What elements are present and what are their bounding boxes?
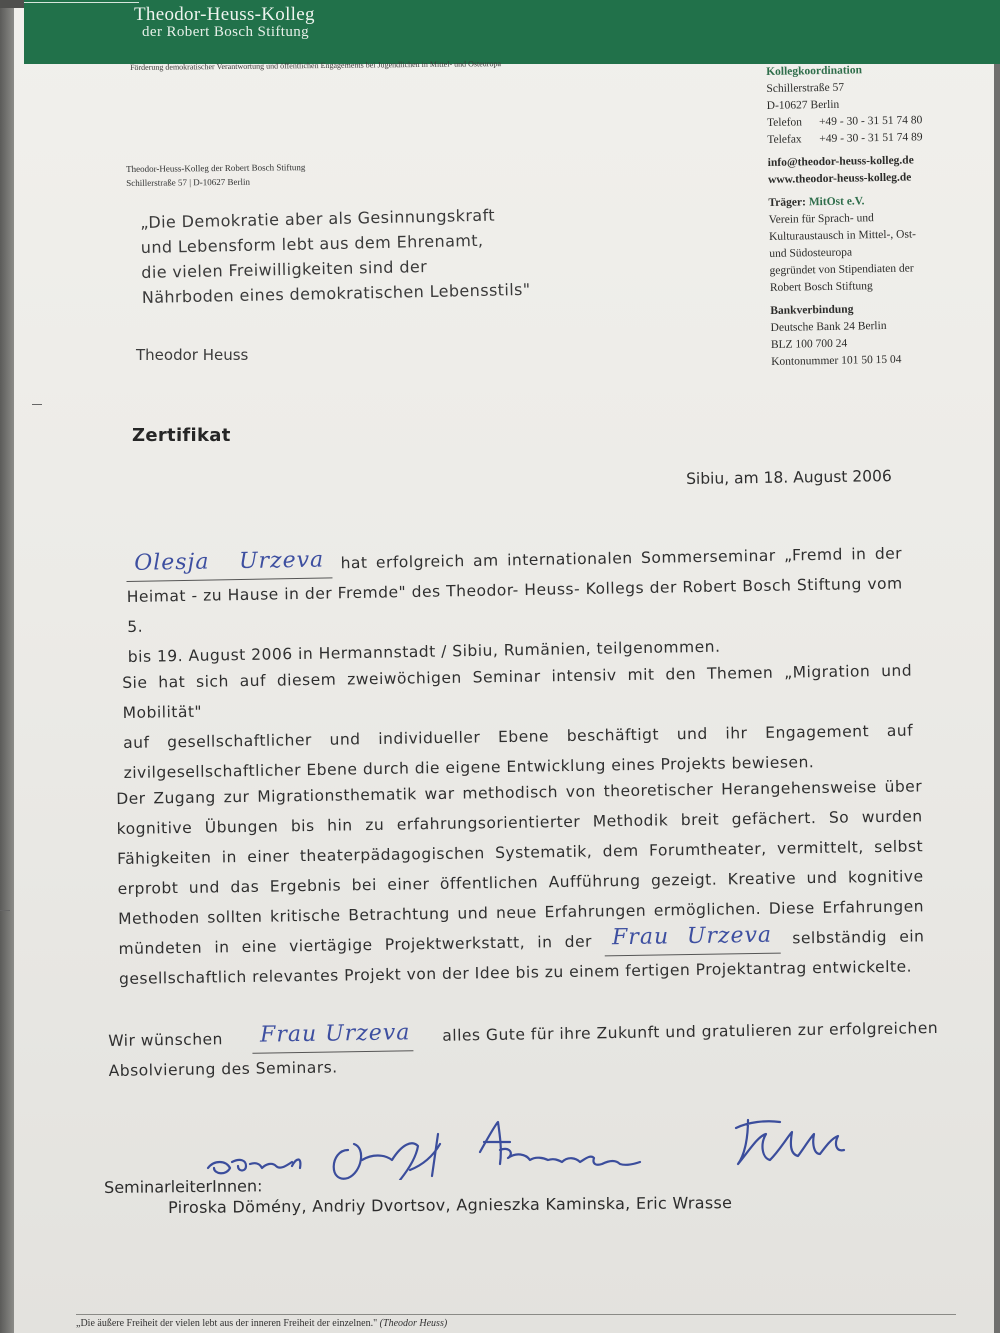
word: der xyxy=(564,932,593,951)
quote-author: Theodor Heuss xyxy=(136,346,249,364)
word: internationalen xyxy=(506,549,633,570)
paragraph-line: gesellschaftlich relevantes Projekt von der Idee bis zu einem fertigen Projektantrag entwickelte. xyxy=(118,957,913,988)
word: mündeten xyxy=(118,938,203,958)
traeger-label: Träger: xyxy=(768,196,806,209)
phone-value: +49 - 30 - 31 51 74 80 xyxy=(818,114,923,129)
sidebar-bank-heading: Bankverbindung xyxy=(770,303,854,317)
footer-rule xyxy=(76,1314,956,1315)
paragraph-line: Sie hat sich auf diesem zweiwöchigen Seminar intensiv mit den Themen „Migration und Mobilität" xyxy=(122,661,913,722)
paragraph-line: erprobt und das Ergebnis bei einer öffentlichen Aufführung gezeigt. Kreative und kognitive xyxy=(117,867,924,898)
paragraph-line: Absolvierung des Seminars. xyxy=(108,1058,338,1080)
sidebar-verein: Kulturaustausch in Mittel-, Ost- xyxy=(768,228,917,243)
signatures xyxy=(200,1090,880,1180)
sidebar-verein: Verein für Sprach- und xyxy=(768,212,874,226)
sidebar-verein: und Südosteuropa xyxy=(769,246,853,260)
paragraph-line: Fähigkeiten in einer theaterpädagogischen Systematik, dem Forumtheater, vermittelt, selbst xyxy=(117,837,924,868)
sidebar-konto: Kontonummer 101 50 15 04 xyxy=(771,353,902,368)
paragraph-line: zivilgesellschaftlicher Ebene durch die eigene Entwicklung eines Projekts bewiesen. xyxy=(123,753,815,782)
sender-line: Schillerstraße 57 | D-10627 Berlin xyxy=(126,176,251,188)
brand-name: Theodor-Heuss-Kolleg xyxy=(134,4,315,25)
handwritten-name-formal: Frau Urzeva xyxy=(252,1021,413,1054)
text-segment: Wir wünschen xyxy=(108,1030,224,1050)
word: Projektwerkstatt, xyxy=(384,933,526,954)
heuss-quote xyxy=(140,202,531,310)
paragraph-topics xyxy=(122,656,914,788)
word: in xyxy=(851,545,867,564)
signers-label: SeminarleiterInnen: xyxy=(104,1176,263,1197)
word: „Fremd xyxy=(783,545,844,565)
footer-quote xyxy=(76,1318,447,1329)
paragraph-participation xyxy=(126,538,904,672)
word: Sommerseminar xyxy=(640,546,776,568)
punch-mark xyxy=(0,910,10,911)
banner-rule xyxy=(24,2,139,3)
traeger-value: MitOst e.V. xyxy=(808,195,865,209)
quote-line: die vielen Freiwilligkeiten sind der xyxy=(141,257,428,282)
word: in xyxy=(214,938,230,957)
fax-label: Telefax xyxy=(767,133,802,146)
paragraph-methods xyxy=(116,771,925,994)
sidebar-city: D-10627 Berlin xyxy=(766,98,840,112)
background-edge xyxy=(0,0,14,1333)
word: am xyxy=(472,551,499,570)
paragraph-line: Methoden sollten kritische Betrachtung und neue Erfahrungen ermöglichen. Diese Erfahrungen xyxy=(117,897,925,928)
word: der xyxy=(874,544,903,563)
paragraph-line: bis 19. August 2006 in Hermannstadt / Sibiu, Rumänien, teilgenommen. xyxy=(127,637,721,666)
word: selbständig xyxy=(792,927,888,948)
handwritten-name-formal: Frau Urzeva xyxy=(604,924,780,957)
sidebar-heading: Kollegkoordination xyxy=(766,64,863,78)
signature-kaminska xyxy=(480,1122,640,1165)
quote-line: und Lebensform lebt aus dem Ehrenamt, xyxy=(140,230,484,257)
word: ein xyxy=(899,927,925,946)
sidebar-web: www.theodor-heuss-kolleg.de xyxy=(767,171,912,186)
footer-quote-author: (Theodor Heuss) xyxy=(379,1318,448,1329)
signature-domeny xyxy=(208,1160,300,1174)
word: in xyxy=(537,933,553,952)
word: eine xyxy=(241,937,278,957)
quote-line: „Die Demokratie aber als Gesinnungskraft xyxy=(140,205,496,232)
paragraph-line: auf gesellschaftlicher und individueller Ebene beschäftigt und ihr Engagement auf xyxy=(123,721,914,752)
footer-quote-text: „Die äußere Freiheit der vielen lebt aus der inneren Freiheit der einzelnen." xyxy=(76,1318,378,1329)
word: viertägige xyxy=(288,935,373,956)
fax-value: +49 - 30 - 31 51 74 89 xyxy=(819,131,923,146)
paragraph-line: kognitive Übungen bis hin zu erfahrungsorientierter Methodik breit gefächert. So wurden xyxy=(116,807,923,838)
contact-sidebar xyxy=(766,60,981,371)
letterhead-tagline: Förderung demokratischer Verantwortung und öffentlichen Engagements bei Jugendlichen in Mittel- und Osteuropa xyxy=(130,59,502,72)
sidebar-blz: BLZ 100 700 24 xyxy=(770,337,848,351)
sender-line: Theodor-Heuss-Kolleg der Robert Bosch Stiftung xyxy=(126,162,306,174)
letterhead-banner xyxy=(24,0,1000,64)
quote-line: Nährboden eines demokratischen Lebensstils" xyxy=(141,279,531,307)
signers-names: Piroska Dömény, Andriy Dvortsov, Agnieszka Kaminska, Eric Wrasse xyxy=(168,1193,733,1217)
paragraph-line: Der Zugang zur Migrationsthematik war methodisch von theoretischer Herangehensweise über xyxy=(116,777,923,808)
certificate-date: Sibiu, am 18. August 2006 xyxy=(686,467,892,488)
sidebar-street: Schillerstraße 57 xyxy=(766,81,845,95)
phone-label: Telefon xyxy=(766,116,803,129)
brand-subname: der Robert Bosch Stiftung xyxy=(142,24,310,40)
word: hat xyxy=(340,553,368,573)
certificate-title: Zertifikat xyxy=(132,425,231,446)
signature-dvortsov xyxy=(334,1134,440,1180)
fold-mark xyxy=(32,404,42,405)
sidebar-founded: Robert Bosch Stiftung xyxy=(769,280,873,294)
sidebar-email: info@theodor-heuss-kolleg.de xyxy=(767,154,914,169)
word: erfolgreich xyxy=(375,552,465,572)
sidebar-founded: gegründet von Stipendiaten der xyxy=(769,262,914,277)
text-segment: alles Gute für ihre Zukunft und gratulieren zur erfolgreichen xyxy=(442,1018,939,1045)
handwritten-name: Olesja Urzeva xyxy=(126,548,332,582)
sidebar-bank: Deutsche Bank 24 Berlin xyxy=(770,319,887,334)
signature-wrasse xyxy=(736,1120,844,1164)
sender-address xyxy=(126,160,306,190)
paragraph-line: Heimat - zu Hause in der Fremde" des Theodor- Heuss- Kollegs der Robert Bosch Stiftung vom 5. xyxy=(126,574,903,636)
